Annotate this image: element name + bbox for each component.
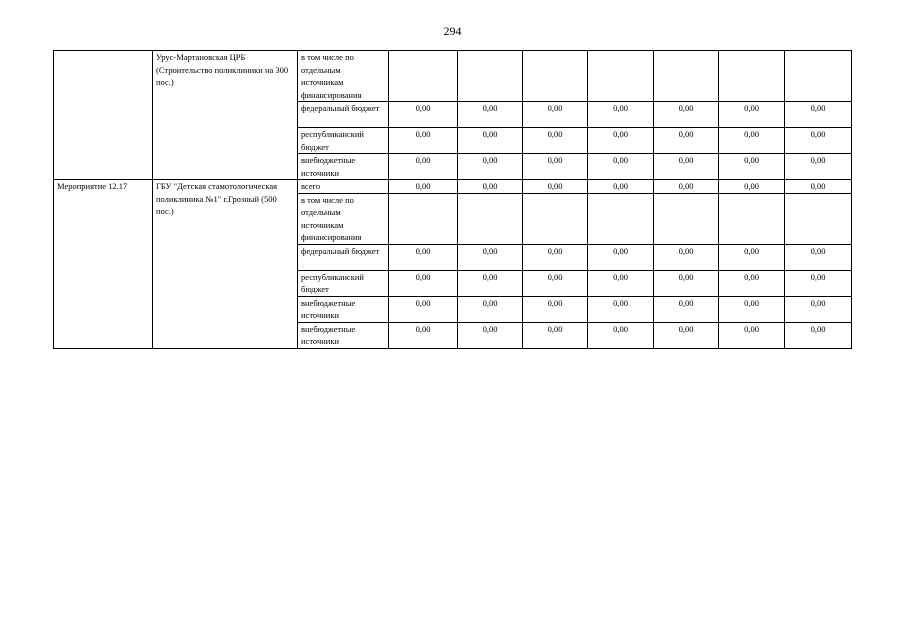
amount-cell: 0,00 [654,296,719,322]
amount-cell: 0,00 [588,180,654,194]
amount-cell [458,51,523,102]
amount-cell: 0,00 [785,102,852,128]
institution-cell: Урус-Мартановская ЦРБ (Строительство поликлиники на 300 пос.) [153,51,298,180]
amount-cell: 0,00 [588,154,654,180]
amount-cell: 0,00 [523,154,588,180]
amount-cell: 0,00 [523,244,588,270]
amount-cell: 0,00 [719,244,785,270]
amount-cell [785,193,852,244]
amount-cell: 0,00 [654,102,719,128]
funding-source-cell: всего [298,180,389,194]
amount-cell: 0,00 [785,296,852,322]
amount-cell: 0,00 [588,102,654,128]
amount-cell [654,51,719,102]
amount-cell: 0,00 [719,270,785,296]
funding-source-cell: внебюджетные источники [298,322,389,348]
amount-cell [785,51,852,102]
amount-cell: 0,00 [458,296,523,322]
amount-cell [389,51,458,102]
institution-cell: ГБУ "Детская стамотологическая поликлиника №1" г.Грозный (500 пос.) [153,180,298,349]
amount-cell: 0,00 [785,244,852,270]
funding-source-cell: республиканский бюджет [298,128,389,154]
amount-cell: 0,00 [458,270,523,296]
amount-cell: 0,00 [458,180,523,194]
funding-source-cell: внебюджетные источники [298,154,389,180]
amount-cell: 0,00 [458,128,523,154]
amount-cell [458,193,523,244]
amount-cell: 0,00 [458,244,523,270]
amount-cell: 0,00 [785,128,852,154]
amount-cell: 0,00 [389,154,458,180]
amount-cell [523,51,588,102]
amount-cell [523,193,588,244]
amount-cell [654,193,719,244]
amount-cell: 0,00 [389,270,458,296]
amount-cell [389,193,458,244]
amount-cell [719,193,785,244]
amount-cell: 0,00 [785,322,852,348]
amount-cell: 0,00 [523,180,588,194]
amount-cell: 0,00 [389,244,458,270]
amount-cell: 0,00 [785,180,852,194]
amount-cell: 0,00 [654,154,719,180]
amount-cell: 0,00 [654,270,719,296]
funding-source-cell: в том числе по отдельным источникам финансирования [298,193,389,244]
amount-cell [719,51,785,102]
amount-cell: 0,00 [588,322,654,348]
amount-cell: 0,00 [588,244,654,270]
amount-cell: 0,00 [719,322,785,348]
amount-cell: 0,00 [719,154,785,180]
amount-cell: 0,00 [458,154,523,180]
amount-cell: 0,00 [523,296,588,322]
table-row [54,180,852,194]
table-body [54,51,852,349]
funding-source-cell: республиканский бюджет [298,270,389,296]
amount-cell: 0,00 [654,128,719,154]
amount-cell: 0,00 [389,180,458,194]
amount-cell: 0,00 [523,322,588,348]
amount-cell: 0,00 [458,102,523,128]
amount-cell: 0,00 [588,296,654,322]
funding-source-cell: федеральный бюджет [298,244,389,270]
amount-cell: 0,00 [719,102,785,128]
amount-cell: 0,00 [389,102,458,128]
amount-cell: 0,00 [654,180,719,194]
amount-cell: 0,00 [654,244,719,270]
amount-cell [588,51,654,102]
amount-cell: 0,00 [458,322,523,348]
table-row [54,51,852,102]
amount-cell: 0,00 [719,128,785,154]
amount-cell: 0,00 [523,128,588,154]
funding-source-cell: в том числе по отдельным источникам финансирования [298,51,389,102]
amount-cell: 0,00 [389,128,458,154]
amount-cell: 0,00 [523,270,588,296]
amount-cell: 0,00 [588,270,654,296]
amount-cell: 0,00 [719,296,785,322]
funding-source-cell: федеральный бюджет [298,102,389,128]
amount-cell [588,193,654,244]
amount-cell: 0,00 [389,322,458,348]
event-cell [54,51,153,180]
amount-cell: 0,00 [785,270,852,296]
amount-cell: 0,00 [654,322,719,348]
page-number: 294 [443,24,462,38]
financing-table [53,50,852,349]
amount-cell: 0,00 [719,180,785,194]
amount-cell: 0,00 [523,102,588,128]
amount-cell: 0,00 [588,128,654,154]
event-cell: Мероприятие 12.17 [54,180,153,349]
amount-cell: 0,00 [785,154,852,180]
amount-cell: 0,00 [389,296,458,322]
funding-source-cell: внебюджетные источники [298,296,389,322]
